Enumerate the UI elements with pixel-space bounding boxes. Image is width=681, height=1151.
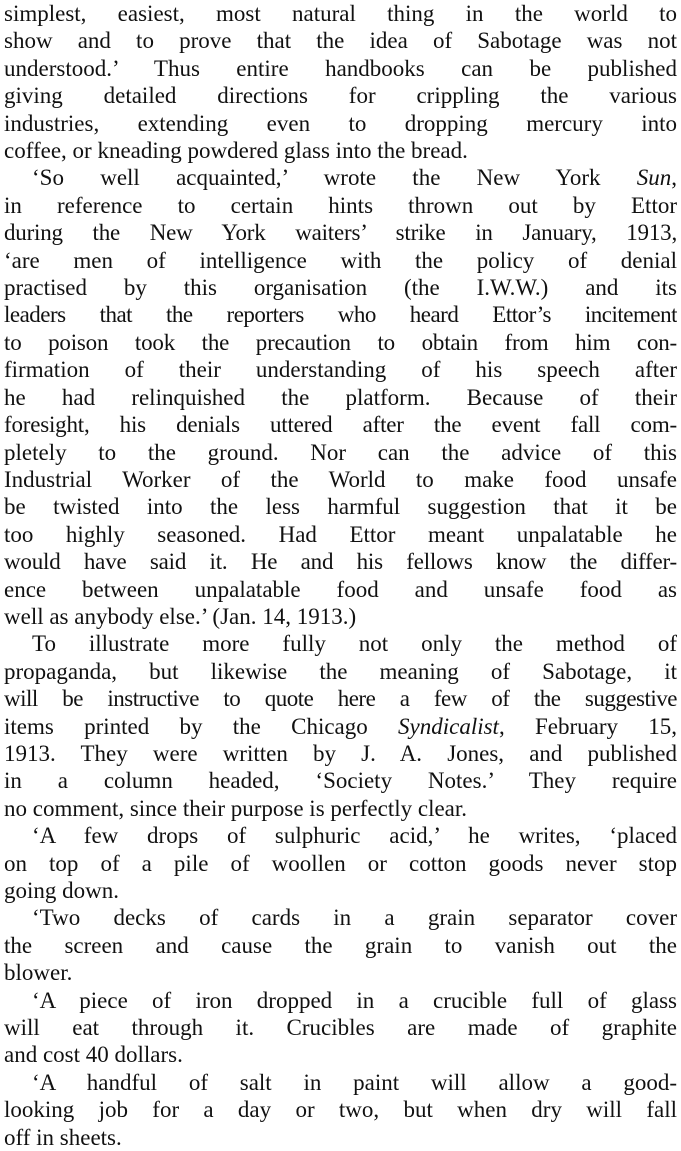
text-line: will be instructive to quote here a few of the suggestive — [4, 686, 677, 712]
text-line: ‘A piece of iron dropped in a crucible full of glass — [32, 987, 677, 1013]
text-line: 1913. They were written by J. A. Jones, and published — [4, 740, 677, 766]
text-line: practised by this organisation (the I.W.W.) and its — [4, 275, 677, 301]
text-line: to poison took the precaution to obtain from him con- — [4, 329, 677, 355]
text-line: on top of a pile of woollen or cotton goods never stop — [4, 850, 677, 876]
text-line: no comment, since their purpose is perfectly clear. — [4, 795, 468, 821]
paragraph-6 — [4, 987, 677, 1069]
text-line: giving detailed directions for crippling the various — [4, 83, 677, 109]
paragraph-1 — [4, 0, 677, 164]
text-line: ‘A handful of salt in paint will allow a good- — [32, 1069, 677, 1095]
text-line: items printed by the Chicago Syndicalist, February 15, — [4, 713, 677, 739]
paragraph-2 — [4, 164, 677, 630]
text-line: Industrial Worker of the World to make food unsafe — [4, 466, 677, 492]
text-line: ence between unpalatable food and unsafe food as — [4, 576, 677, 602]
paragraph-5 — [4, 904, 677, 986]
italic-title: Sun — [636, 165, 672, 191]
text-line: during the New York waiters’ strike in January, 1913, — [4, 220, 677, 246]
text-line: propaganda, but likewise the meaning of Sabotage, it — [4, 658, 677, 684]
text-line: ‘Two decks of cards in a grain separator cover — [32, 905, 677, 931]
text-line: pletely to the ground. Nor can the advice of this — [4, 439, 677, 465]
text-line: in reference to certain hints thrown out by Ettor — [4, 192, 677, 218]
text-line: going down. — [4, 878, 119, 903]
paragraph-3 — [4, 630, 677, 822]
italic-title: Syndicalist — [398, 713, 499, 739]
text-line: industries, extending even to dropping mercury into — [4, 110, 677, 136]
text-line: ‘are men of intelligence with the policy of denial — [4, 247, 677, 273]
text-line: understood.’ Thus entire handbooks can be published — [4, 55, 677, 81]
text-line: ‘A few drops of sulphuric acid,’ he writes, ‘placed — [32, 823, 677, 849]
text-line: firmation of their understanding of his speech after — [4, 357, 677, 383]
text-line: To illustrate more fully not only the method of — [32, 631, 677, 657]
text-line: will eat through it. Crucibles are made of graphite — [4, 1015, 677, 1041]
text-line: simplest, easiest, most natural thing in the world to — [4, 1, 677, 26]
text-line: he had relinquished the platform. Because of their — [4, 384, 677, 410]
text-line: in a column headed, ‘Society Notes.’ They require — [4, 768, 677, 794]
text-line: leaders that the reporters who heard Ettor’s incitement — [4, 302, 677, 328]
text-line: be twisted into the less harmful suggestion that it be — [4, 494, 677, 520]
text-line: ‘So well acquainted,’ wrote the New York Sun, — [32, 165, 677, 191]
text-line: foresight, his denials uttered after the event fall com- — [4, 412, 677, 438]
paragraph-7 — [4, 1069, 677, 1151]
text-line: well as anybody else.’ (Jan. 14, 1913.) — [4, 603, 357, 629]
paragraph-4 — [4, 822, 677, 904]
text-line: looking job for a day or two, but when dry will fall — [4, 1097, 677, 1123]
text-line: blower. — [4, 960, 73, 986]
text-line: and cost 40 dollars. — [4, 1042, 183, 1068]
text-line: would have said it. He and his fellows know the differ- — [4, 549, 677, 575]
text-line: show and to prove that the idea of Sabotage was not — [4, 28, 677, 54]
text-line: the screen and cause the grain to vanish out the — [4, 932, 677, 958]
text-line: too highly seasoned. Had Ettor meant unpalatable he — [4, 521, 677, 547]
text-line: coffee, or kneading powdered glass into the bread. — [4, 138, 468, 164]
text-line: off in sheets. — [4, 1124, 122, 1150]
